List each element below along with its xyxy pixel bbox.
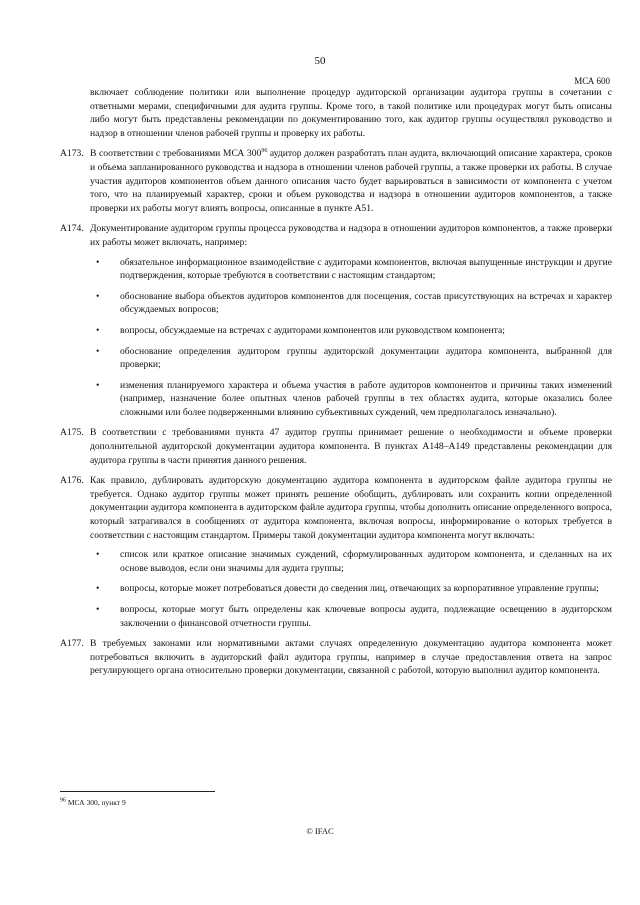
footer-copyright: © IFAC xyxy=(306,826,334,836)
paragraph-a174 xyxy=(60,222,612,419)
list-item-text: обязательное информационное взаимодействие с аудиторами компонентов, включая выпущенные инструкции и другие подтверждения, которые требуются в соответствии с настоящим стандартом; xyxy=(120,256,612,282)
bullet-icon: • xyxy=(96,549,100,561)
list-item-text: вопросы, которые могут быть определены как ключевые вопросы аудита, подлежащие освещению в аудиторском заключении о финансовой отчетности группы. xyxy=(120,604,612,629)
bullet-list xyxy=(90,548,612,630)
list-item xyxy=(90,582,612,596)
list-item xyxy=(90,603,612,630)
paragraph-number: A175. xyxy=(60,427,84,439)
bullet-icon: • xyxy=(96,290,100,302)
list-item-text: обоснование выбора объектов аудиторов компонентов для посещения, состав присутствующих на встречах и характер обсуждаемых вопросов; xyxy=(120,290,612,316)
list-item xyxy=(90,324,612,338)
list-item-text: список или краткое описание значимых суждений, сформулированных аудитором компонента, и сделанных на их основе выводов, если они значимы для аудита группы; xyxy=(120,549,612,574)
footnote-mark: 96 xyxy=(60,797,66,804)
paragraph-a173 xyxy=(60,147,612,215)
list-item-text: изменения планируемого характера и объема участия в работе аудиторов компонентов и причины таких изменений (например, назначение более опытных членов рабочей группы в тех областях аудита, которые оказались более сложными или более подверженными влиянию субъективных суждений, чем предполагалось изначально). xyxy=(120,379,612,418)
list-item-text: вопросы, обсуждаемые на встречах с аудиторами компонентов или руководством компонента; xyxy=(120,324,505,336)
page-number: 50 xyxy=(314,55,326,67)
paragraph-text: В требуемых законами или нормативными актами случаях определенную документацию аудитора компонента может потребоваться включить в аудиторский файл аудитора группы, например в случае предоставления ответа на запрос регулирующего органа относительно проверки документации, связанной с работой, которую выполнил аудитор компонента. xyxy=(90,638,612,677)
paragraph-text: Документирование аудитором группы процесса руководства и надзора в отношении аудиторов компонентов, а также проверки их работы может включать, например: xyxy=(90,223,612,248)
standard-reference: МСА 600 xyxy=(574,76,610,86)
list-item xyxy=(90,379,612,420)
bullet-icon: • xyxy=(96,256,100,268)
list-item-text: обоснование определения аудитором группы аудиторской документации аудитора компонента, выбранной для проверки; xyxy=(120,345,612,371)
list-item xyxy=(90,256,612,283)
bullet-list xyxy=(90,256,612,420)
paragraph-number: A174. xyxy=(60,223,84,235)
list-item xyxy=(90,290,612,317)
paragraph-number: A173. xyxy=(60,148,84,160)
bullet-icon: • xyxy=(96,324,100,336)
list-item xyxy=(90,548,612,575)
bullet-icon: • xyxy=(96,345,100,357)
bullet-icon: • xyxy=(96,379,100,391)
paragraph-a176 xyxy=(60,474,612,630)
paragraph-text: В соответствии с требованиями пункта 47 аудитор группы принимает решение о необходимости и объеме проверки дополнительной аудиторской документации аудитора компонента. В пунктах A148–A149 представлены рекомендации для аудитора группы в части принятия данного решения. xyxy=(90,427,612,466)
continuation-paragraph: включает соблюдение политики или выполнение процедур аудиторской организации аудитора группы в сочетании с ответными мерами, специфичными для аудита группы. Кроме того, в такой политике или процедурах могут быть описаны либо могут быть представлены рекомендации по документированию того, как аудитор группы осуществлял руководство и надзор в отношении членов рабочей группы и проверку их работы. xyxy=(90,87,612,139)
paragraph-text: аудитор должен разработать план аудита, включающий описание характера, сроков и объема запланированного руководства и надзора в отношении членов рабочей группы, а также проверки их работы. В случае участия аудиторов компонентов объем данного описания часто будет варьироваться в зависимости от компонента с учетом того, что на планируемый характер, сроки и объем руководства и надзора в отношении аудиторов компонентов, а также проверки их работы могут влиять вопросы, описанные в пункте A51. xyxy=(90,148,613,214)
footnote-divider xyxy=(60,791,215,792)
paragraph-a175 xyxy=(60,426,612,467)
footnote-text: МСА 300, пункт 9 xyxy=(66,798,126,807)
paragraph-a177 xyxy=(60,637,612,678)
list-item-text: вопросы, которые может потребоваться довести до сведения лиц, отвечающих за корпоративное управление группы; xyxy=(120,583,599,595)
bullet-icon: • xyxy=(96,604,100,615)
footnote-ref: 96 xyxy=(261,148,268,155)
paragraph-text: Как правило, дублировать аудиторскую документацию аудитора компонента в аудиторском файле аудитора группы не требуется. Однако аудитор группы может принять решение обобщить, дублировать или сохранить копии определенной документации аудитора компонента в аудиторском файле аудитора группы, чтобы дополнить описание определенного вопроса, который затрагивался в сообщениях от аудитора компонента, включая вопросы, информирование о которых требуется в соответствии с настоящим стандартом. Примеры такой документации аудитора компонента могут включать: xyxy=(90,475,612,541)
list-item xyxy=(90,345,612,372)
footnote xyxy=(60,798,126,807)
document-body xyxy=(60,86,612,685)
paragraph-number: A176. xyxy=(60,475,84,487)
bullet-icon: • xyxy=(96,583,100,595)
paragraph-number: A177. xyxy=(60,638,84,650)
paragraph-text: В соответствии с требованиями МСА 300 xyxy=(90,148,262,160)
